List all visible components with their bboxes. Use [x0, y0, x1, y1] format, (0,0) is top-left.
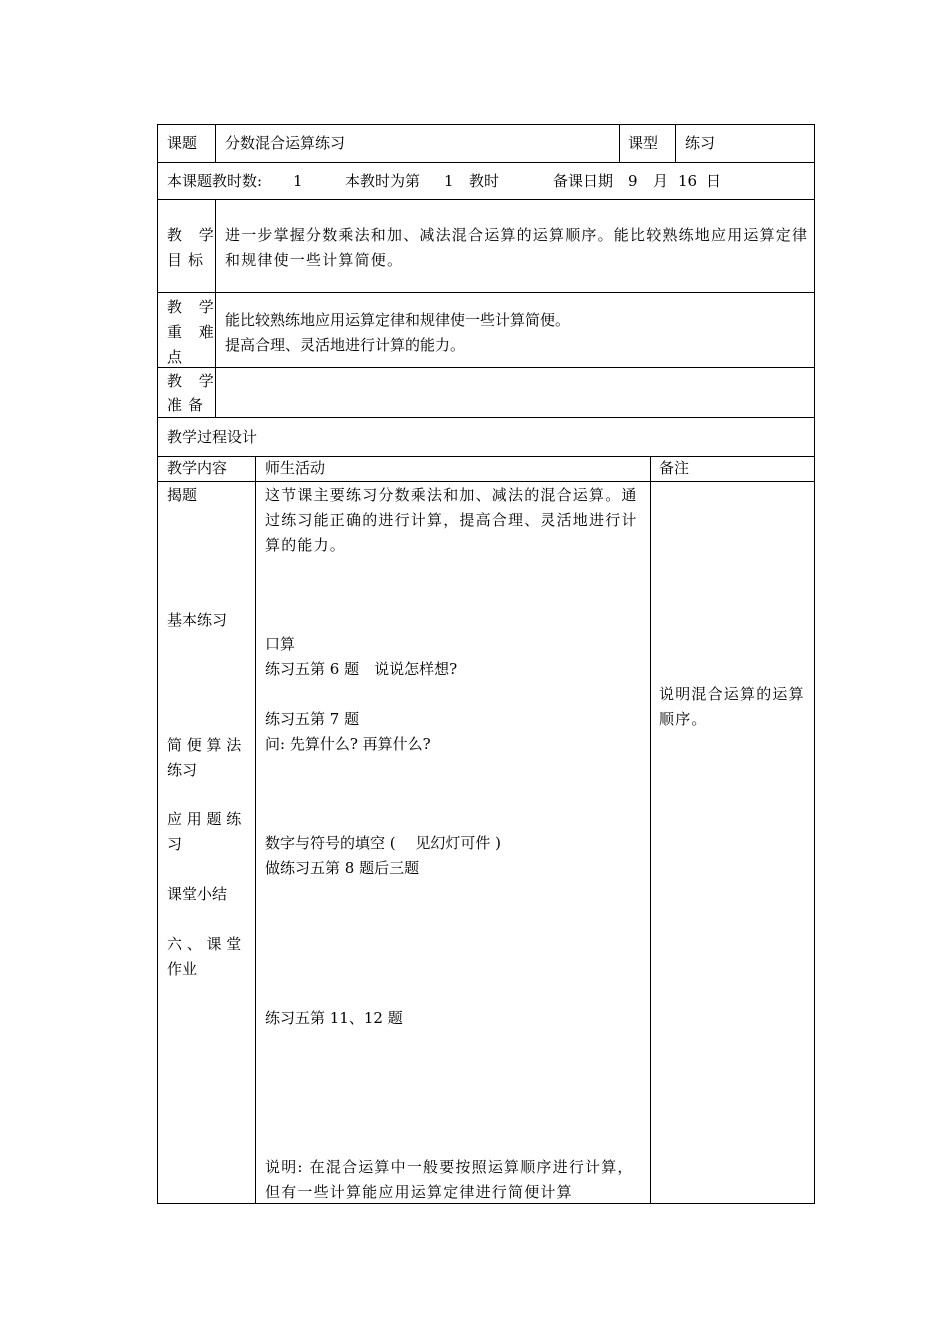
date-label: 备课日期 [553, 172, 614, 190]
content-item-shortcut-2: 练习 [167, 761, 198, 779]
row-divider [158, 199, 814, 200]
row-divider [158, 292, 814, 293]
date-day-unit: 日 [706, 172, 722, 190]
date-month-unit: 月 [653, 172, 669, 190]
topic-label: 课题 [167, 134, 198, 152]
activity-oral: 口算 [265, 635, 296, 653]
activity-closing-note: 说明: 在混合运算中一般要按照运算顺序进行计算，但有一些计算能应用运算定律进行简便计算 [265, 1158, 634, 1201]
activity-question: 问: 先算什么? 再算什么? [265, 735, 431, 753]
notes-text: 说明混合运算的运算顺序。 [659, 685, 805, 728]
col-header-notes: 备注 [659, 459, 690, 477]
col-divider [619, 125, 620, 162]
preparation-label-line2: 准备 [167, 396, 210, 414]
content-item-summary: 课堂小结 [167, 885, 228, 903]
key-points-line2: 提高合理、灵活地进行计算的能力。 [225, 336, 466, 354]
content-item-homework: 六 、 课 堂 [167, 935, 242, 953]
activity-intro: 这节课主要练习分数乘法和加、减法的混合运算。通过练习能正确的进行计算，提高合理、灵活地进行计算的能力。 [265, 486, 638, 554]
key-points-line1: 能比较熟练地应用运算定律和规律使一些计算简便。 [225, 311, 571, 329]
date-day: 16 [678, 172, 698, 190]
activity-ex6: 练习五第 6 题 说说怎样想? [265, 660, 458, 678]
key-points-label-line1: 教 学 [167, 298, 220, 316]
lesson-plan-table [157, 124, 815, 1204]
type-label: 课型 [628, 134, 659, 152]
type-value: 练习 [685, 134, 716, 152]
row-divider [158, 481, 814, 482]
process-title: 教学过程设计 [167, 428, 258, 446]
periods-value: 1 [293, 172, 303, 190]
col-divider [215, 125, 216, 162]
goals-label-line2: 目标 [167, 251, 210, 269]
activity-ex7: 练习五第 7 题 [265, 710, 360, 728]
col-header-activity: 师生活动 [265, 459, 326, 477]
activity-ex11-12: 练习五第 11、12 题 [265, 1009, 403, 1027]
row-divider [158, 367, 814, 368]
content-item-intro: 揭题 [167, 486, 198, 504]
content-item-homework-2: 作业 [167, 960, 198, 978]
current-period-value: 1 [444, 172, 454, 190]
col-header-content: 教学内容 [167, 459, 228, 477]
current-period-label: 本教时为第 [345, 172, 421, 190]
activity-ex8: 做练习五第 8 题后三题 [265, 859, 420, 877]
topic-value: 分数混合运算练习 [225, 134, 346, 152]
content-item-word-problems: 应 用 题 练 [167, 810, 242, 828]
activity-fill-blank: 数字与符号的填空 ( 见幻灯可件 ) [265, 834, 502, 852]
preparation-label-line1: 教 学 [167, 372, 220, 390]
goals-text: 进一步掌握分数乘法和加、减法混合运算的运算顺序。能比较熟练地应用运算定律和规律使一些计算简便。 [225, 226, 809, 269]
row-divider [158, 162, 814, 163]
content-item-shortcut: 简 便 算 法 [167, 736, 242, 754]
col-divider [675, 125, 676, 162]
row-divider [158, 417, 814, 418]
date-month: 9 [628, 172, 638, 190]
row-divider [158, 456, 814, 457]
col-divider [650, 456, 651, 1203]
content-item-word-problems-2: 习 [167, 835, 183, 853]
content-item-basic: 基本练习 [167, 611, 228, 629]
goals-label-line1: 教 学 [167, 226, 220, 244]
col-divider [255, 456, 256, 1203]
periods-label: 本课题教时数: [167, 172, 263, 190]
key-points-label-line3: 点 [167, 348, 183, 366]
current-period-unit: 教时 [469, 172, 500, 190]
key-points-label-line2: 重 难 [167, 323, 220, 341]
